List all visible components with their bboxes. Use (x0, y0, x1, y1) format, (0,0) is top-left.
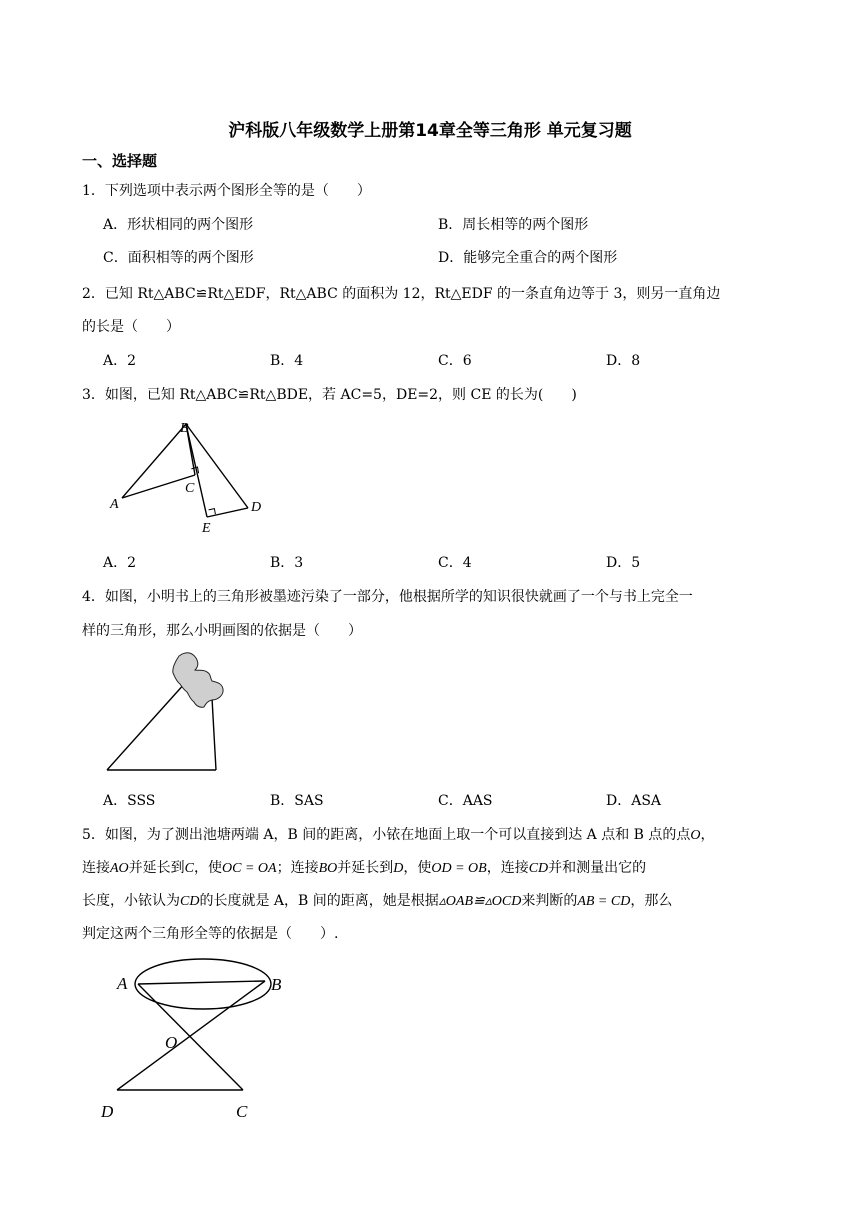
question-2-stem-line-2: 的长是（ ） (82, 319, 180, 335)
question-1-stem: 1．下列选项中表示两个图形全等的是（ ） (82, 183, 371, 199)
question-5-stem-line-2: 连接AO并延长到C，使OC = OA；连接BO并延长到D，使OD = OB，连接CD并和测量出它的 (82, 860, 647, 876)
q3-option-d: D．5 (606, 555, 641, 571)
question-3-stem: 3．如图，已知 Rt△ABC≌Rt△BDE，若 AC=5，DE=2，则 CE 的长为( ) (82, 387, 577, 403)
q3-label-a: A (110, 497, 119, 512)
q4-option-c: C．AAS (438, 793, 493, 809)
q1-option-a: A．形状相同的两个图形 (103, 217, 254, 233)
question-5-stem-line-3: 长度，小铱认为CD的长度就是 A，B 间的距离，她是根据▵OAB≌▵OCD来判断的AB = CD，那么 (82, 893, 673, 909)
ink-stain-icon (173, 653, 223, 707)
question-5-stem-line-4: 判定这两个三角形全等的依据是（ ）. (82, 926, 339, 942)
q4-stained-triangle-figure (100, 648, 230, 776)
q5-pond-figure (95, 950, 295, 1130)
q3-option-a: A．2 (103, 555, 137, 571)
q3-label-c: C (185, 481, 195, 496)
section-heading: 一、选择题 (82, 152, 158, 170)
q3-label-b: B (180, 421, 189, 436)
q3-option-b: B．3 (270, 555, 304, 571)
q3-option-c: C．4 (438, 555, 472, 571)
q1-option-c: C．面积相等的两个图形 (103, 250, 254, 266)
q2-option-a: A．2 (103, 353, 137, 369)
q4-option-d: D．ASA (606, 793, 662, 809)
q4-option-b: B．SAS (270, 793, 324, 809)
question-4-stem-line-1: 4．如图，小明书上的三角形被墨迹污染了一部分，他根据所学的知识很快就画了一个与书上完全一 (82, 589, 693, 605)
q4-option-a: A．SSS (103, 793, 156, 809)
q5-label-b: B (271, 975, 282, 994)
q2-option-d: D．8 (606, 353, 641, 369)
question-2-stem-line-1: 2．已知 Rt△ABC≌Rt△EDF，Rt△ABC 的面积为 12，Rt△EDF 的一条直角边等于 3，则另一直角边 (82, 286, 721, 302)
q1-option-b: B．周长相等的两个图形 (438, 217, 589, 233)
q3-triangle-figure (100, 412, 280, 542)
q5-label-o: O (165, 1033, 178, 1052)
q1-option-d: D．能够完全重合的两个图形 (438, 250, 618, 266)
question-5-stem-line-1: 5．如图，为了测出池塘两端 A，B 间的距离，小铱在地面上取一个可以直接到达 A 点和 B 点的点O， (82, 827, 715, 843)
q5-label-d: D (101, 1102, 114, 1121)
q5-label-c: C (236, 1102, 248, 1121)
q2-option-b: B．4 (270, 353, 304, 369)
question-4-stem-line-2: 样的三角形，那么小明画图的依据是（ ） (82, 623, 362, 639)
q3-label-d: D (251, 500, 262, 515)
q3-label-e: E (202, 521, 211, 536)
q5-label-a: A (117, 974, 128, 993)
page-title: 沪科版八年级数学上册第14章全等三角形 单元复习题 (228, 121, 632, 141)
q2-option-c: C．6 (438, 353, 472, 369)
